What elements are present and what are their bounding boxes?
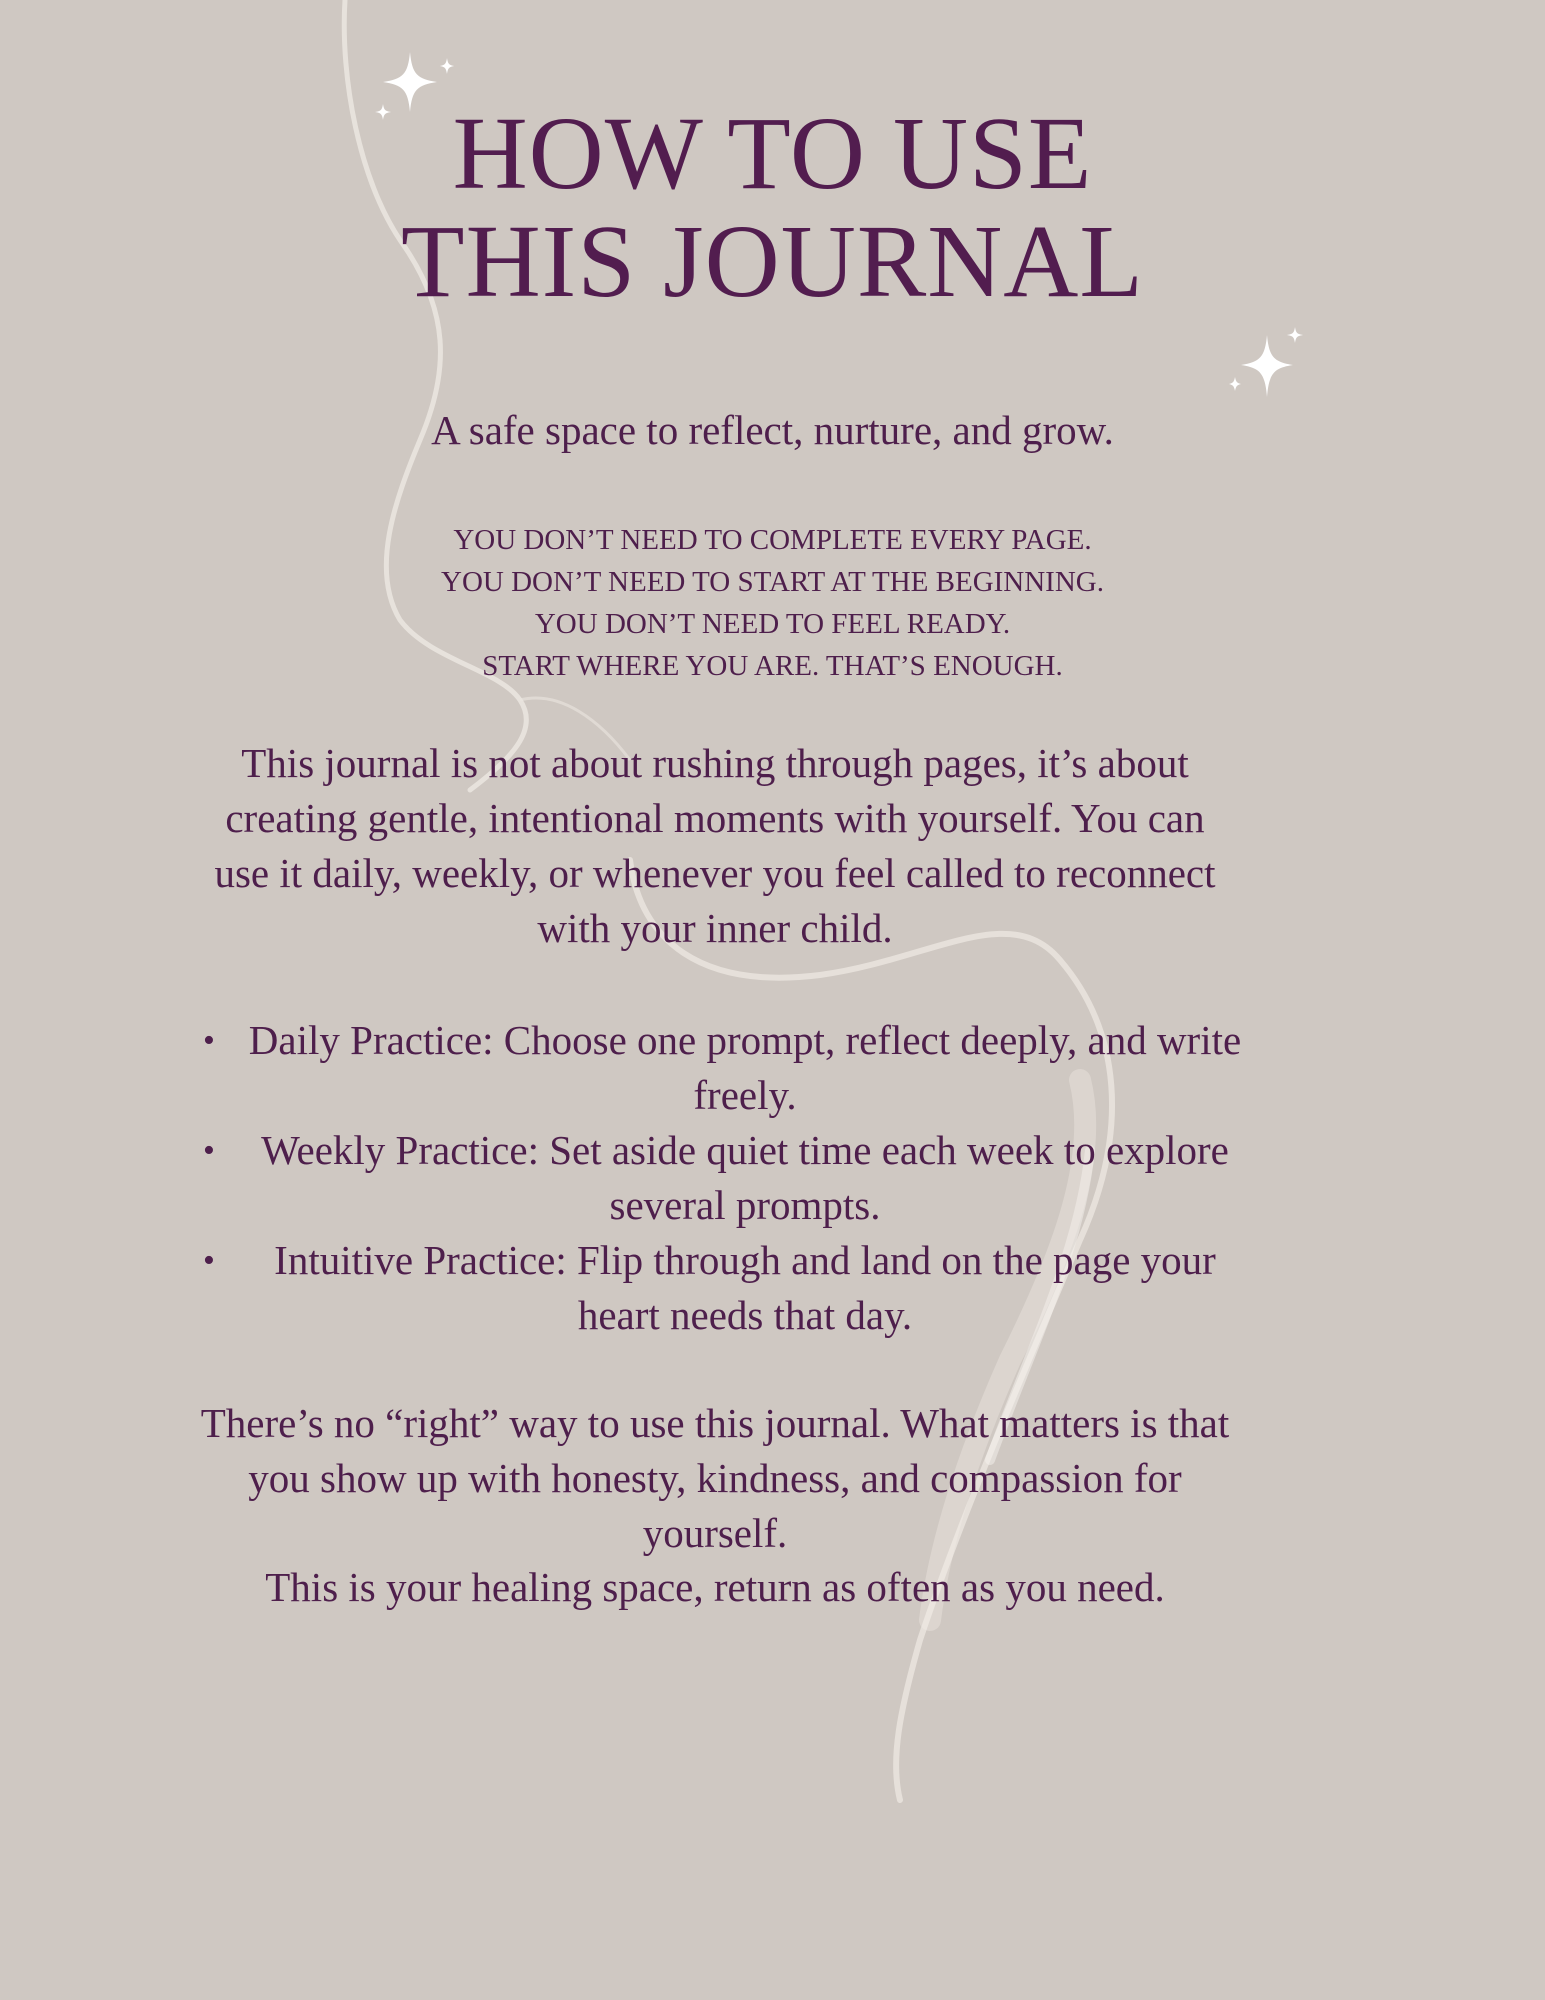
practice-item-weekly (195, 1123, 1455, 1233)
subtitle: A safe space to reflect, nurture, and grow. (431, 407, 1114, 453)
title-line-1: HOW TO USE (452, 96, 1093, 211)
reassurance-list (0, 519, 1545, 687)
bullet-icon: • (203, 1022, 215, 1059)
bullet-icon: • (203, 1132, 215, 1169)
reassurance-line: START WHERE YOU ARE. THAT’S ENOUGH. (482, 650, 1063, 682)
practice-text: Weekly Practice: Set aside quiet time each week to explore several prompts. (261, 1127, 1229, 1228)
title-line-2: THIS JOURNAL (401, 204, 1144, 319)
reassurance-line: YOU DON’T NEED TO FEEL READY. (534, 608, 1011, 640)
closing-paragraph: There’s no “right” way to use this journal. What matters is that you show up with honesty, kindness, and compassion for yourself. (200, 1400, 1230, 1556)
practice-item-intuitive (195, 1233, 1455, 1343)
practice-list (195, 1013, 1455, 1343)
bullet-icon: • (203, 1242, 215, 1279)
intro-paragraph: This journal is not about rushing through pages, it’s about creating gentle, intentional moments with yourself. You can use it daily, weekly, or whenever you feel called to reconnect with your inner child. (214, 740, 1216, 951)
page-title (0, 96, 1545, 319)
practice-text: Daily Practice: Choose one prompt, reflect deeply, and write freely. (248, 1017, 1242, 1118)
reassurance-line: YOU DON’T NEED TO COMPLETE EVERY PAGE. (453, 524, 1092, 556)
sparkle-icon (1225, 325, 1315, 405)
final-line: This is your healing space, return as often as you need. (265, 1564, 1165, 1610)
practice-item-daily (195, 1013, 1455, 1123)
practice-text: Intuitive Practice: Flip through and land on the page your heart needs that day. (274, 1237, 1216, 1338)
reassurance-line: YOU DON’T NEED TO START AT THE BEGINNING. (441, 566, 1104, 598)
